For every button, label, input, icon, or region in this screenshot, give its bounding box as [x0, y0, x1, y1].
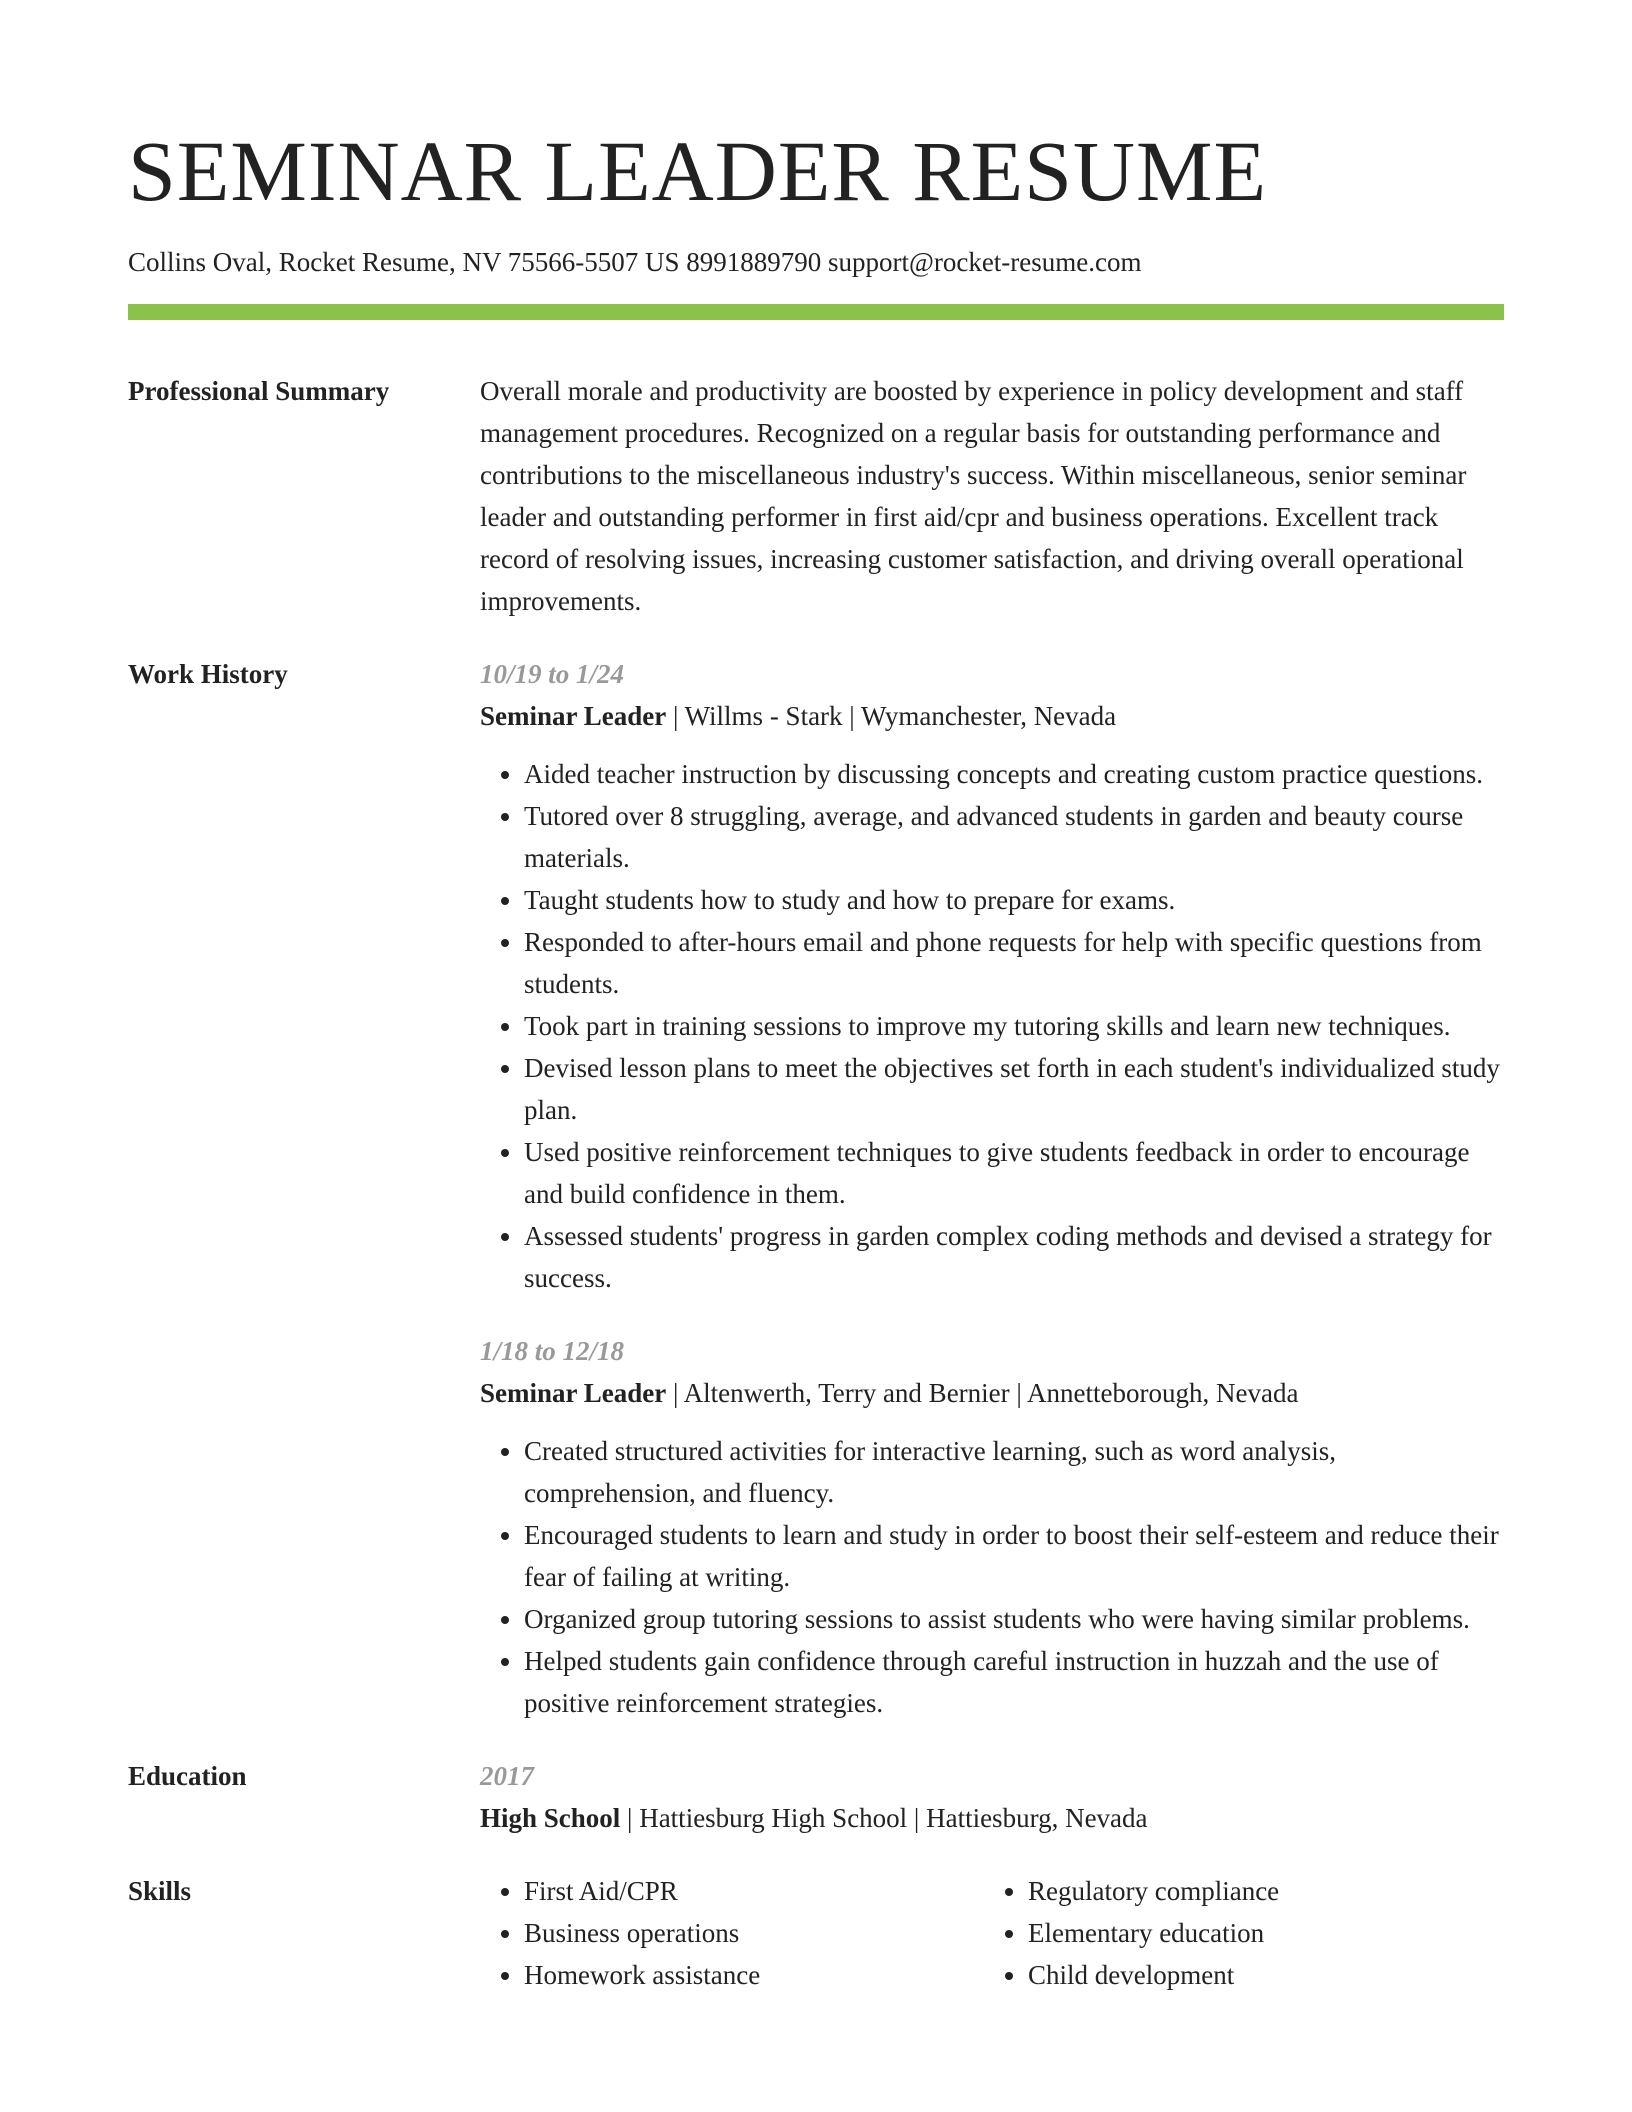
section-label: Education	[128, 1761, 247, 1791]
list-item: • Aided teacher instruction by discussing concepts and creating custom practice questions.	[524, 753, 1504, 795]
skill-item: • Homework assistance	[524, 1954, 984, 1996]
section-label: Professional Summary	[128, 376, 390, 406]
job-date: 1/18 to 12/18	[480, 1336, 625, 1366]
summary-text: Overall morale and productivity are boosted by experience in policy development and staff management procedures. Recognized on a regular basis for outstanding performance and contributions to the miscellaneous industry's success. Within miscellaneous, senior seminar leader and outstanding performer in first aid/cpr and business operations. Excellent track record of resolving issues, increasing customer satisfaction, and driving overall operational improvements.	[480, 376, 1467, 616]
list-item: • Took part in training sessions to improve my tutoring skills and learn new techniques.	[524, 1005, 1504, 1047]
job-date: 10/19 to 1/24	[480, 659, 625, 689]
education-line	[480, 1797, 1504, 1839]
section-body	[480, 653, 1504, 1724]
list-item: • Assessed students' progress in garden complex coding methods and devised a strategy for success.	[524, 1215, 1504, 1299]
skill-item: • Business operations	[524, 1912, 984, 1954]
section-label: Work History	[128, 659, 288, 689]
section-body	[480, 1870, 1504, 1996]
section-professional-summary	[128, 370, 1504, 622]
list-item: • Tutored over 8 struggling, average, and advanced students in garden and beauty course materials.	[524, 795, 1504, 879]
section-label: Skills	[128, 1876, 192, 1906]
resume-title: SEMINAR LEADER RESUME	[128, 123, 1268, 219]
list-item: • Helped students gain confidence through careful instruction in huzzah and the use of positive reinforcement strategies.	[524, 1640, 1504, 1724]
contact-line: Collins Oval, Rocket Resume, NV 75566-5507 US 8991889790 support@rocket-resume.com	[128, 247, 1142, 277]
list-item: • Organized group tutoring sessions to assist students who were having similar problems.	[524, 1598, 1504, 1640]
skill-item: • First Aid/CPR	[524, 1870, 984, 1912]
skill-item: • Elementary education	[1028, 1912, 1504, 1954]
list-item: • Used positive reinforcement techniques to give students feedback in order to encourage and build confidence in them.	[524, 1131, 1504, 1215]
job-details: | Willms - Stark | Wymanchester, Nevada	[666, 701, 1117, 731]
skills-columns	[480, 1870, 1504, 1996]
job-title-line	[480, 1372, 1504, 1414]
job-title-line	[480, 695, 1504, 737]
job-entry	[480, 1330, 1504, 1724]
section-skills	[128, 1870, 1504, 1996]
education-date: 2017	[480, 1761, 534, 1791]
skills-list-right	[984, 1870, 1504, 1996]
section-body	[480, 370, 1504, 622]
list-item: • Responded to after-hours email and phone requests for help with specific questions from students.	[524, 921, 1504, 1005]
job-details: | Altenwerth, Terry and Bernier | Annetteborough, Nevada	[666, 1378, 1299, 1408]
list-item: • Devised lesson plans to meet the objectives set forth in each student's individualized study plan.	[524, 1047, 1504, 1131]
job-entry	[480, 653, 1504, 1299]
education-degree: High School	[480, 1803, 621, 1833]
list-item: • Taught students how to study and how to prepare for exams.	[524, 879, 1504, 921]
education-details: | Hattiesburg High School | Hattiesburg, Nevada	[620, 1803, 1148, 1833]
resume-page	[128, 0, 1504, 1996]
skills-list-left	[480, 1870, 984, 1996]
list-item: • Encouraged students to learn and study in order to boost their self-esteem and reduce their fear of failing at writing.	[524, 1514, 1504, 1598]
section-work-history	[128, 653, 1504, 1724]
section-education	[128, 1755, 1504, 1839]
job-bullets	[480, 753, 1504, 1299]
list-item: • Created structured activities for interactive learning, such as word analysis, comprehension, and fluency.	[524, 1430, 1504, 1514]
job-bullets	[480, 1430, 1504, 1724]
job-title: Seminar Leader	[480, 701, 667, 731]
accent-divider	[128, 304, 1504, 320]
section-body	[480, 1755, 1504, 1839]
skill-item: • Regulatory compliance	[1028, 1870, 1504, 1912]
job-title: Seminar Leader	[480, 1378, 667, 1408]
skill-item: • Child development	[1028, 1954, 1504, 1996]
